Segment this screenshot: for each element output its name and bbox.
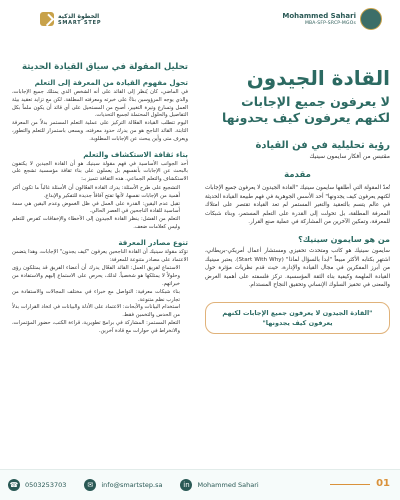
- phone-text: 0503253703: [25, 481, 67, 489]
- header: [0, 0, 400, 44]
- section-2-heading: بناء ثقافة الاستكشاف والتعلم: [83, 149, 188, 159]
- intro-paragraph: تُعدّ المقولة التي أطلقها سايمون سينيك "القادة الجيدون لا يعرفون جميع الإجابات لكنهم يعرفون كيف يجدونها" أحد الأسس الجوهرية في فهم طبيعة القيادة الحديثة في عالم يتسم بالتعقيد والتغير المستمر لم تعد القيادة تقتصر على امتلاك المعرفة المطلقة، بل تحولت إلى القدرة على التعلم المستمر، وبناء شبكات للمعرفة، وتمكين الآخرين من المشاركة في عملية صنع القرار.: [205, 185, 390, 226]
- phone-icon: ☎: [9, 481, 19, 489]
- vision-heading: رؤية تحليلية في فن القيادة: [255, 140, 390, 151]
- footer-email[interactable]: [84, 479, 162, 491]
- footer-phone[interactable]: [8, 479, 66, 491]
- email-icon: ✉: [84, 479, 96, 491]
- smart-step-logo: [40, 12, 101, 26]
- section-2-paragraph: أحد الجوانب الأساسية في فهم مقولة سينيك هو أن القادة الجيدين لا يكتفون بالبحث عن الإجابات بأنفسهم بل يعملون على بناء ثقافة مؤسسية تشجع على الاستكشاف والتعلم الجماعي. هذه الثقافة تتميز بـ:: [12, 160, 188, 183]
- footer-divider: [330, 484, 370, 485]
- footer-name: Mohammed Sahari: [197, 481, 259, 489]
- brand-arabic: الخطوة الذكية: [58, 12, 100, 20]
- list-item: • الاستماع لفريق العمل: القائد الفعّال يدرك أن أعضاء الفريق قد يمتلكون رؤى وحلولاً لا يمتلكها هو شخصياً. لذلك، يحرص على الاستماع إليهم والاستفادة من خبراتهم.: [12, 265, 180, 288]
- article-subtitle: لا يعرفون جميع الإجابات لكنهم يعرفون كيف يحدونها: [222, 94, 390, 125]
- footer: [0, 469, 400, 500]
- section-1-paragraph-1: في الماضي، كان يُنظر إلى القائد على أنه الشخص الذي يمتلك جميع الإجابات، والذي يوجه المرؤوسين بناءً على خبرته ومعرفته المطلقة. لكن مع تزايد تعقيد بيئة العمل وتسارع وتيرة التغيير، أصبح من المستحيل على أي قائد أن يكون ملماً بكل التفاصيل والحلول المحتملة لجميع التحديات.: [12, 89, 188, 119]
- brand-english: SMART STEP: [58, 19, 102, 26]
- page-number: 01: [376, 478, 390, 489]
- who-paragraph: سايمون سينيك هو كاتب ومتحدث تحفيزي ومستشار أعمال أمريكي-بريطاني، اشتهر بكتابه الأكثر مبيعاً "ابدأ بالسؤال لماذا" (Start With Why). يعتبر سينيك من أبرز المفكرين في مجال القيادة والإدارة، حيث قدم نظريات مؤثرة حول القيادة الملهمة وكيفية بناء الثقة المؤسسية. تركز فلسفته على أهمية الغرض والمعنى في تحفيز السلوك الإنساني وتحقيق النجاح المستدام.: [205, 247, 390, 289]
- excerpt-note: مقتبس من أفكار سايمون سينيك: [309, 153, 390, 160]
- list-item: • التعلم من الفشل: ينظر القادة الجيدون إلى الأخطاء والإخفاقات كفرص للتعلم وليس كعلامات ضعف.: [12, 216, 180, 232]
- section-3-list: [12, 265, 188, 335]
- smart-step-icon: [40, 12, 54, 26]
- footer-linkedin[interactable]: [180, 479, 258, 491]
- left-column: [12, 44, 188, 460]
- email-text: info@smartstep.sa: [101, 481, 163, 489]
- quote-box: "القادة الجيدون لا يعرفون جميع الإجابات لكنهم يعرفون كيف يجدونها": [205, 302, 390, 334]
- author-avatar: [360, 8, 382, 30]
- section-1-paragraph-2: اليوم تتطلب القيادة الفعّالة التركيز على عملية التعلم المستمر بدلاً من المعرفة الثابتة. القائد الناجح هو من يدرك حدود معرفته، ويسعى باستمرار للتعلم والتطور، ويعرف متى وأين يبحث عن الإجابات المطلوبة.: [12, 120, 188, 142]
- list-item: • استخدام البيانات والأبحاث: الاعتماد على الأدلة والبيانات في اتخاذ القرارات بدلاً من الحدس والتخمين فقط.: [12, 304, 180, 320]
- linkedin-icon: in: [180, 479, 192, 491]
- intro-heading: مقدمة: [284, 170, 311, 180]
- section-3-heading: تنوع مصادر المعرفة: [118, 237, 188, 247]
- list-item: • بناء شبكات معرفية: التواصل مع خبراء في مختلف المجالات والاستفادة من تجارب نظم متنوعة.: [12, 289, 180, 305]
- list-item: • تقبل عدم اليقين: القدرة على العمل في ظل الغموض وعدم اليقين هي سمة أساسية للقادة الناجحين في العصر الحالي.: [12, 201, 180, 217]
- who-heading: من هو سايمون سينيك؟: [298, 234, 390, 244]
- author-name: Mohammed Sahari: [282, 12, 356, 20]
- section-2-list: [12, 185, 188, 232]
- list-item: • التعلم المستمر: المشاركة في برامج تطويرية، قراءة الكتب، حضور المؤتمرات، والانخراط في حوارات مع قادة آخرين.: [12, 320, 180, 336]
- article-title: القادة الجيدون: [246, 66, 390, 90]
- author-credentials: MBA-SFP-SRCP-MGOs: [304, 21, 356, 26]
- section-3-paragraph: تؤكد مقولة سينيك أن القادة الناجحين يعرفون "كيف يجدون" الإجابات، وهذا يتضمن الاعتماد على مصادر متنوعة للمعرفة:: [12, 248, 188, 263]
- analysis-title: تحليل المقولة في سياق القيادة الحديثة: [21, 62, 188, 72]
- right-column: [205, 44, 390, 460]
- author-brand: [282, 8, 382, 30]
- list-item: • التشجيع على طرح الأسئلة: يدرك القادة الفعّالون أن الأسئلة غالباً ما تكون أكثر أهمية من الإجابات نفسها، لأنها تفتح آفاقاً جديدة للتفكير والإبداع.: [12, 185, 180, 201]
- section-1-heading: تحول مفهوم القيادة من المعرفة إلى التعلم: [34, 78, 188, 87]
